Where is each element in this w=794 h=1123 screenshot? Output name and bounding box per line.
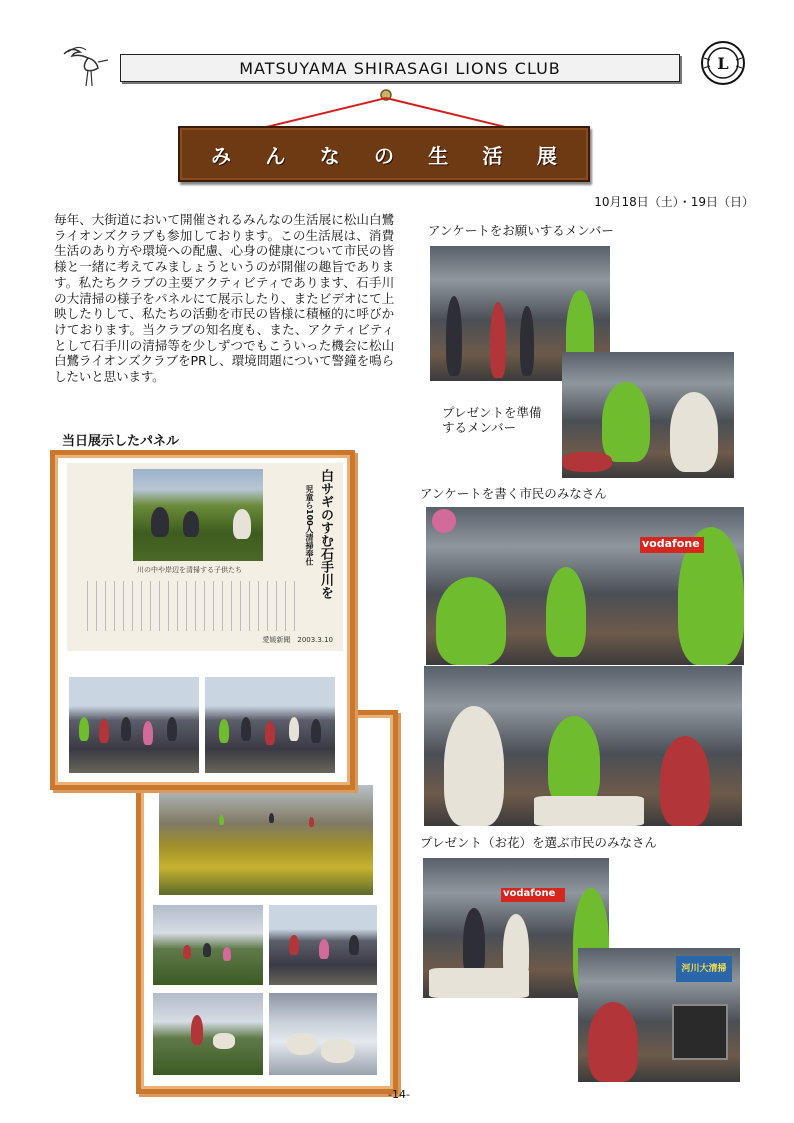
caption-citizens-flowers: プレゼント（お花）を選ぶ市民のみなさん (420, 835, 658, 850)
sign-char: 活 (482, 143, 503, 168)
caption-citizens-survey: アンケートを書く市民のみなさん (420, 486, 607, 501)
citizens-flowers-photo-2 (578, 948, 740, 1082)
sign-char: ん (265, 143, 286, 168)
sign-char: み (211, 143, 232, 168)
vodafone-sign-1: vodafone (640, 537, 704, 553)
sign-char: 展 (536, 143, 557, 168)
event-date: 10月18日（土）・19日（日） (594, 195, 754, 209)
cleanup-crowd-photo-1 (69, 677, 199, 773)
logo-letter: L (717, 54, 729, 73)
newspaper-article-text (87, 581, 297, 631)
page-number: -14- (388, 1088, 410, 1101)
club-name-banner (120, 54, 680, 82)
caption-present-members-line2: するメンバー (442, 420, 517, 435)
river-bank-flowers-photo (159, 785, 373, 895)
event-title-sign (178, 126, 590, 182)
present-prep-photo (562, 352, 734, 478)
newspaper-photo-caption: 川の中や岸辺を清掃する子供たち (137, 566, 242, 574)
garbage-bags-photo (269, 993, 377, 1075)
caption-present-members-line1: プレゼントを準備 (442, 405, 542, 420)
newspaper-photo (133, 469, 263, 561)
newspaper-clipping (67, 463, 343, 651)
newspaper-headline: 白サギのすむ石手川を (318, 469, 333, 599)
cleanup-crowd-photo-2 (205, 677, 335, 773)
caption-survey-members: アンケートをお願いするメンバー (428, 223, 614, 238)
children-river-photo (153, 905, 263, 985)
citizens-survey-photo-1 (426, 507, 744, 665)
lions-emblem-icon (700, 40, 746, 86)
newspaper-subhead: 児童ら100人清掃奉仕 (305, 485, 314, 566)
club-name: MATSUYAMA SHIRASAGI LIONS CLUB (239, 58, 561, 78)
citizens-survey-photo-2 (424, 666, 742, 826)
vodafone-sign-2: vodafone (501, 888, 565, 902)
sign-char: の (373, 143, 394, 168)
intro-paragraph: 毎年、大街道において開催されるみんなの生活展に松山白鷺ライオンズクラブも参加しております。この生活展は、消費生活のあり方や環境への配慮、心身の健康について市民の皆様と一緒に考えてみましょうというのが開催の趣旨であります。私たちクラブの主要アクティビティであります、石手川の大清掃の様子をパネルにて展示したり、またビデオにて上映したりして、私たちの活動を市民の皆様に積極的に呼びかけております。当クラブの知名度も、また、アクティビティとして石手川の清掃等を少しずつでもこういった機会に松山白鷺ライオンズクラブをPRし、環境問題について警鐘を鳴らしたいと思います。 (54, 212, 394, 385)
newspaper-source: 愛媛新聞 2003.3.10 (262, 636, 333, 644)
panel-caption: 当日展示したパネル (62, 434, 180, 449)
volunteers-group-photo (269, 905, 377, 985)
tv-monitor (672, 1004, 728, 1060)
river-cleanup-banner: 河川大清掃 (676, 956, 732, 982)
crane-logo-icon (58, 40, 110, 88)
collecting-trash-photo (153, 993, 263, 1075)
display-panel-1 (50, 450, 355, 790)
sign-char: な (319, 143, 340, 168)
sign-char: 生 (428, 143, 449, 168)
caption-present-members (442, 405, 542, 435)
